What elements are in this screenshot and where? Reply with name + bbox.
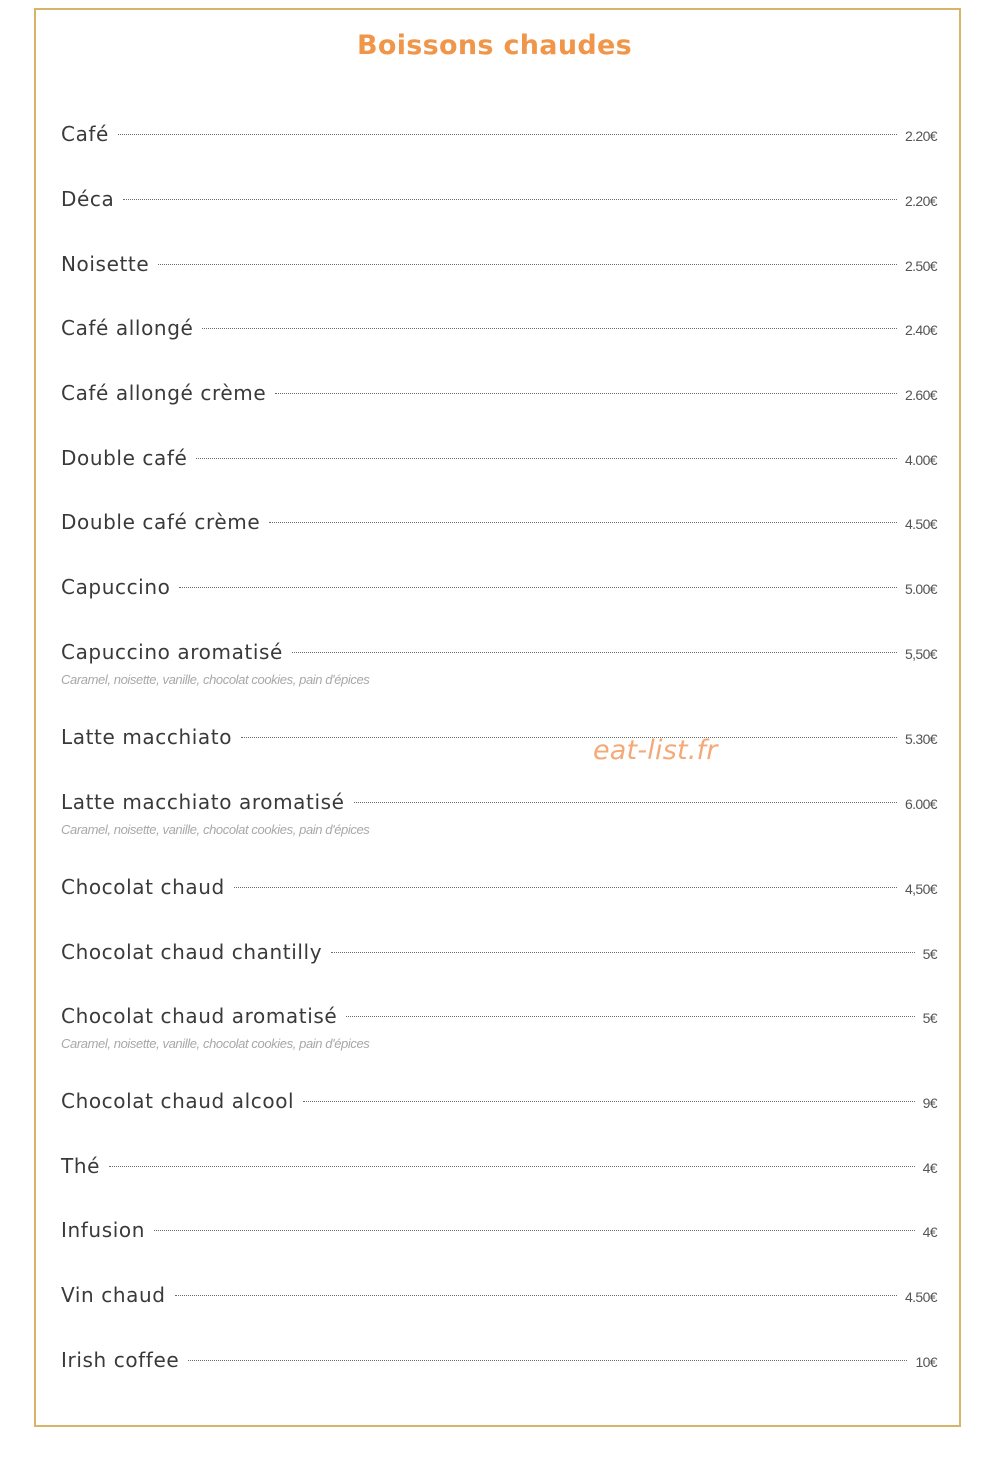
menu-item-row bbox=[61, 725, 937, 749]
menu-item-row bbox=[61, 187, 937, 211]
menu-item bbox=[61, 510, 937, 534]
menu-item bbox=[61, 316, 937, 340]
dotted-leader bbox=[123, 199, 897, 200]
menu-item bbox=[61, 1218, 937, 1242]
dotted-leader bbox=[331, 952, 914, 953]
menu-item-row bbox=[61, 316, 937, 340]
item-description: Caramel, noisette, vanille, chocolat cookies, pain d'épices bbox=[61, 1036, 370, 1051]
menu-item-row bbox=[61, 1004, 937, 1028]
item-price: 6.00€ bbox=[904, 796, 937, 812]
dotted-leader bbox=[154, 1230, 915, 1231]
menu-item-row bbox=[61, 790, 937, 814]
item-name: Noisette bbox=[61, 252, 150, 276]
menu-item bbox=[61, 122, 937, 146]
menu-item-row bbox=[61, 446, 937, 470]
item-price: 4.00€ bbox=[904, 452, 937, 468]
menu-item-row bbox=[61, 122, 937, 146]
menu-item-row bbox=[61, 1348, 937, 1372]
dotted-leader bbox=[234, 887, 897, 888]
menu-item-row bbox=[61, 1283, 937, 1307]
item-name: Double café crème bbox=[61, 510, 261, 534]
item-name: Chocolat chaud alcool bbox=[61, 1089, 295, 1113]
menu-frame bbox=[34, 8, 961, 1427]
menu-item bbox=[61, 381, 937, 405]
item-name: Vin chaud bbox=[61, 1283, 166, 1307]
item-price: 2.60€ bbox=[904, 387, 937, 403]
menu-item-row bbox=[61, 1089, 937, 1113]
item-name: Latte macchiato bbox=[61, 725, 233, 749]
menu-item-row bbox=[61, 940, 937, 964]
menu-item-row bbox=[61, 640, 937, 664]
item-price: 5€ bbox=[922, 946, 937, 962]
item-name: Capuccino bbox=[61, 575, 171, 599]
dotted-leader bbox=[241, 737, 897, 738]
menu-item bbox=[61, 446, 937, 470]
menu-item bbox=[61, 1283, 937, 1307]
menu-item bbox=[61, 1348, 937, 1372]
item-price: 4€ bbox=[922, 1224, 937, 1240]
item-name: Thé bbox=[61, 1154, 100, 1178]
menu-item-row bbox=[61, 875, 937, 899]
menu-item-row bbox=[61, 1154, 937, 1178]
item-price: 5,50€ bbox=[904, 646, 937, 662]
item-name: Double café bbox=[61, 446, 188, 470]
dotted-leader bbox=[303, 1101, 914, 1102]
menu-item-row bbox=[61, 252, 937, 276]
dotted-leader bbox=[179, 587, 897, 588]
menu-item bbox=[61, 187, 937, 211]
menu-item-row bbox=[61, 510, 937, 534]
item-name: Chocolat chaud bbox=[61, 875, 225, 899]
item-name: Chocolat chaud aromatisé bbox=[61, 1004, 338, 1028]
item-price: 9€ bbox=[922, 1095, 937, 1111]
item-price: 4.50€ bbox=[904, 1289, 937, 1305]
item-price: 5€ bbox=[922, 1010, 937, 1026]
watermark: eat-list.fr bbox=[593, 735, 718, 766]
dotted-leader bbox=[118, 134, 897, 135]
item-price: 4€ bbox=[922, 1160, 937, 1176]
menu-item bbox=[61, 1154, 937, 1178]
dotted-leader bbox=[275, 393, 897, 394]
menu-item bbox=[61, 790, 937, 837]
item-price: 5.30€ bbox=[904, 731, 937, 747]
menu-item bbox=[61, 640, 937, 687]
item-name: Capuccino aromatisé bbox=[61, 640, 283, 664]
dotted-leader bbox=[196, 458, 897, 459]
menu-title: Boissons chaudes bbox=[357, 30, 632, 61]
item-name: Café bbox=[61, 122, 109, 146]
item-name: Infusion bbox=[61, 1218, 145, 1242]
item-price: 10€ bbox=[915, 1354, 937, 1370]
item-description: Caramel, noisette, vanille, chocolat cookies, pain d'épices bbox=[61, 672, 370, 687]
item-description: Caramel, noisette, vanille, chocolat cookies, pain d'épices bbox=[61, 822, 370, 837]
menu-item-row bbox=[61, 1218, 937, 1242]
dotted-leader bbox=[158, 264, 897, 265]
item-name: Café allongé bbox=[61, 316, 194, 340]
menu-item bbox=[61, 1089, 937, 1113]
item-price: 4.50€ bbox=[904, 516, 937, 532]
item-name: Café allongé crème bbox=[61, 381, 267, 405]
dotted-leader bbox=[354, 802, 897, 803]
item-price: 2.50€ bbox=[904, 258, 937, 274]
dotted-leader bbox=[202, 328, 897, 329]
item-price: 2.40€ bbox=[904, 322, 937, 338]
menu-item-row bbox=[61, 381, 937, 405]
menu-item bbox=[61, 575, 937, 599]
menu-item bbox=[61, 252, 937, 276]
item-name: Déca bbox=[61, 187, 115, 211]
menu-item bbox=[61, 940, 937, 964]
item-price: 4,50€ bbox=[904, 881, 937, 897]
menu-item bbox=[61, 1004, 937, 1051]
dotted-leader bbox=[269, 522, 897, 523]
item-name: Chocolat chaud chantilly bbox=[61, 940, 323, 964]
menu-item bbox=[61, 725, 937, 749]
menu-item-row bbox=[61, 575, 937, 599]
dotted-leader bbox=[175, 1295, 897, 1296]
dotted-leader bbox=[188, 1360, 907, 1361]
dotted-leader bbox=[346, 1016, 914, 1017]
item-price: 2.20€ bbox=[904, 193, 937, 209]
item-price: 2.20€ bbox=[904, 128, 937, 144]
item-name: Latte macchiato aromatisé bbox=[61, 790, 345, 814]
menu-item bbox=[61, 875, 937, 899]
item-price: 5.00€ bbox=[904, 581, 937, 597]
item-name: Irish coffee bbox=[61, 1348, 180, 1372]
dotted-leader bbox=[292, 652, 897, 653]
dotted-leader bbox=[109, 1166, 915, 1167]
